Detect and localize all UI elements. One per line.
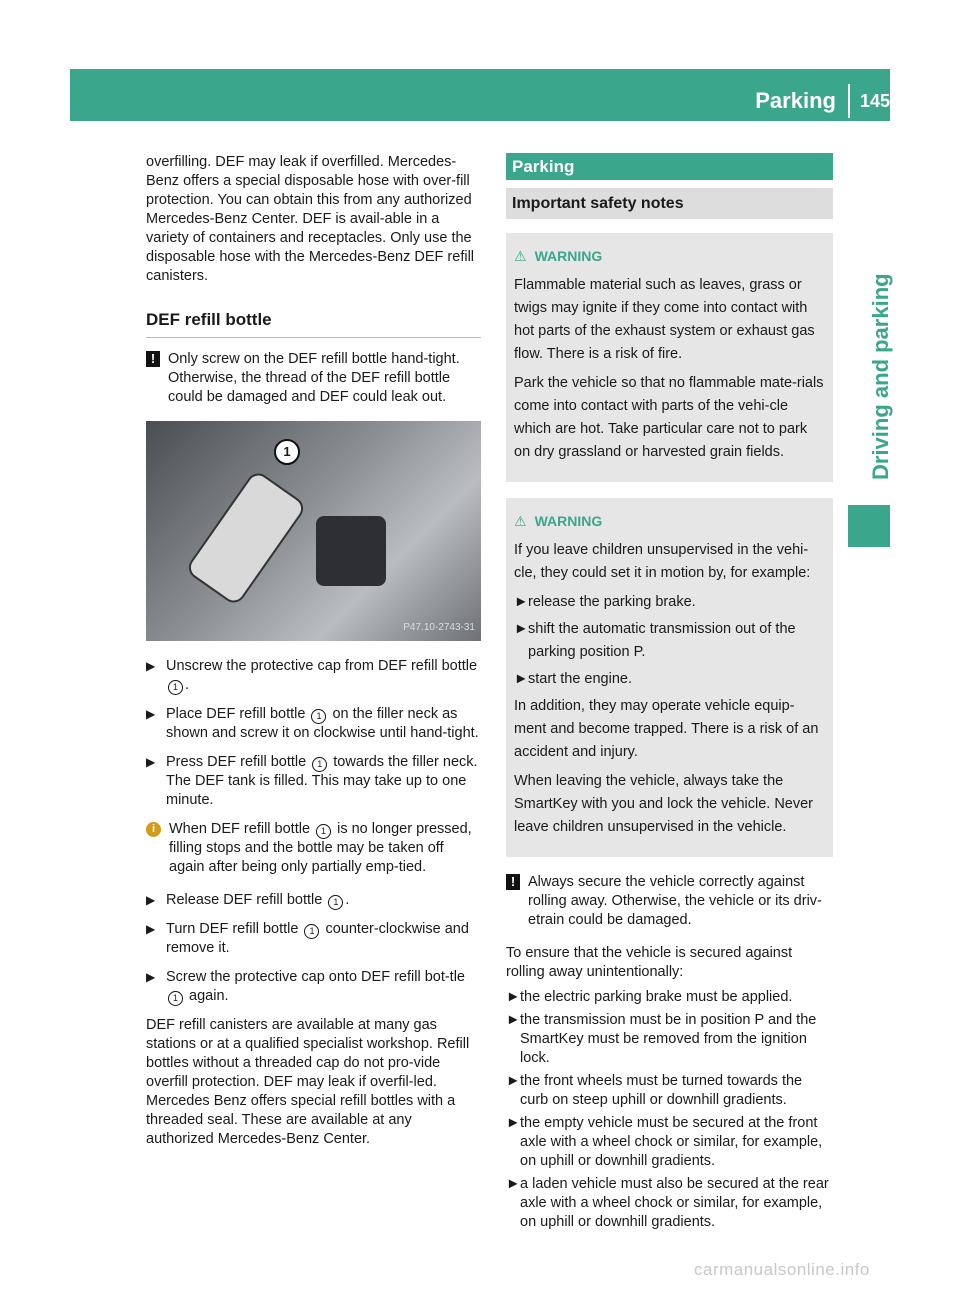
list-item [506, 1114, 833, 1171]
caution-text: Only screw on the DEF refill bottle hand-tight. Otherwise, the thread of the DEF refill bottle could be damaged and DEF could leak out. [168, 351, 460, 405]
figure-code: P47.10-2743-31 [403, 622, 475, 633]
step-text: counter-clockwise and remove it. [166, 921, 469, 956]
caution-note [146, 350, 481, 407]
outro-paragraph: DEF refill canisters are available at many gas stations or at a qualified specialist workshop. Refill bottles without a threaded cap do not pro-vide overfill protection. DEF may leak if overfil-led. Mercedes Benz offers special refill bottles with a threaded seal. These are available at any authorized Mercedes-Benz Center. [146, 1017, 470, 1147]
header-title [755, 86, 890, 116]
step [146, 753, 481, 810]
callout-mark: 1 [316, 824, 331, 839]
step [146, 968, 481, 1006]
bottle-illustration [184, 469, 308, 607]
step [146, 891, 481, 910]
left-column [146, 153, 481, 1149]
bullet-icon: ► [506, 1176, 521, 1192]
warning-header [514, 245, 825, 268]
warning-text: Flammable material such as leaves, grass or twigs may ignite if they come into contact with hot parts of the exhaust system or exhaust gas flow. There is a risk of fire. [514, 277, 815, 362]
step-text: towards the filler neck. [329, 754, 478, 770]
list-item-text: the transmission must be in position P and the SmartKey must be removed from the ignition lock. [520, 1012, 817, 1066]
warning-text: If you leave children unsupervised in the vehi-cle, they could set it in motion by, for example: [514, 542, 811, 581]
side-tab [840, 210, 893, 480]
caution-icon: ! [506, 874, 520, 890]
step-arrow-icon: ▶ [146, 970, 156, 984]
bullet-icon: ► [514, 621, 529, 637]
caution-text: Always secure the vehicle correctly against rolling away. Otherwise, the vehicle or its driv-etrain could be damaged. [528, 874, 822, 928]
callout-mark: 1 [304, 924, 319, 939]
tank-note: The DEF tank is filled. This may take up to one minute. [166, 773, 467, 808]
parking-section-header: Parking [506, 153, 833, 180]
step-arrow-icon: ▶ [146, 893, 156, 907]
bullet-icon: ► [506, 1073, 521, 1089]
list-item [506, 1072, 833, 1110]
warning-text: Park the vehicle so that no flammable mate-rials come into contact with parts of the vehi-cle which are hot. Take particular care not to park on dry grassland or harvested grain fields. [514, 375, 824, 460]
warning-text: When leaving the vehicle, always take the SmartKey with you and lock the vehicle. Never leave children unsupervised in the vehicle. [514, 773, 813, 835]
caution-note [506, 873, 833, 930]
side-tab-label: Driving and parking [868, 273, 893, 480]
info-text: When DEF refill bottle [169, 821, 315, 837]
caution-icon: ! [146, 351, 160, 367]
list-item [506, 1011, 833, 1068]
step-text: again. [185, 988, 229, 1004]
bullet-icon: ► [514, 671, 529, 687]
warning-box-children [506, 498, 833, 857]
step-text: Screw the protective cap onto DEF refill bot-tle [166, 969, 465, 985]
step-text: Place DEF refill bottle [166, 706, 310, 722]
step-text: . [345, 892, 350, 908]
intro-paragraph: overfilling. DEF may leak if overfilled. Mercedes-Benz offers a special disposable hose with over-fill protection. You can obtain this from any authorized Mercedes-Benz Center. DEF is avail-able in a variety of containers and receptacles. Only use the disposable hose with the Mercedes-Benz DEF refill canisters. [146, 154, 475, 284]
step-text: . [185, 677, 190, 693]
callout-marker: 1 [274, 439, 300, 465]
list-item [506, 1175, 833, 1232]
ensure-list [506, 988, 833, 1232]
list-item-text: a laden vehicle must also be secured at the rear axle with a wheel chock or similar, for example, on uphill or downhill gradients. [520, 1176, 829, 1230]
bullet-icon: ► [506, 1115, 521, 1131]
page-number: 145 [859, 90, 890, 111]
step-arrow-icon: ▶ [146, 922, 156, 936]
warning-triangle-icon: ⚠ [514, 513, 527, 529]
list-item [514, 618, 825, 664]
section-title: Parking [755, 88, 836, 113]
filler-flap-illustration [316, 516, 386, 586]
list-item-text: the empty vehicle must be secured at the front axle with a wheel chock or similar, for example, on uphill or downhill gradients. [520, 1115, 823, 1169]
list-item [514, 668, 825, 691]
list-item-text: release the parking brake. [528, 594, 696, 610]
warning-header [514, 510, 825, 533]
def-bottle-photo [146, 421, 481, 641]
callout-mark: 1 [328, 895, 343, 910]
callout-mark: 1 [311, 709, 326, 724]
ensure-paragraph: To ensure that the vehicle is secured against rolling away unintentionally: [506, 945, 793, 980]
step-arrow-icon: ▶ [146, 659, 156, 673]
header-separator [848, 84, 850, 118]
info-icon: i [146, 822, 161, 837]
def-heading: DEF refill bottle [146, 310, 481, 338]
bullet-icon: ► [506, 1012, 521, 1028]
bullet-icon: ► [514, 594, 529, 610]
callout-mark: 1 [312, 757, 327, 772]
step-text: Unscrew the protective cap from DEF refill bottle [166, 658, 478, 674]
warning-label: WARNING [534, 248, 603, 264]
warning-label: WARNING [534, 513, 603, 529]
side-marker [848, 505, 890, 547]
step-text: Turn DEF refill bottle [166, 921, 303, 937]
step-text: Release DEF refill bottle [166, 892, 327, 908]
warning-box-fire [506, 233, 833, 482]
step [146, 920, 481, 958]
list-item-text: shift the automatic transmission out of the parking position P. [528, 621, 796, 660]
bullet-icon: ► [506, 989, 521, 1005]
step [146, 657, 481, 695]
callout-mark: 1 [168, 991, 183, 1006]
list-item-text: the front wheels must be turned towards the curb on steep uphill or downhill gradients. [520, 1073, 803, 1108]
step-arrow-icon: ▶ [146, 755, 156, 769]
watermark[interactable]: carmanualsonline.info [694, 1260, 870, 1279]
right-column [506, 153, 833, 1236]
warning-text: In addition, they may operate vehicle equip-ment and become trapped. There is a risk of an accident and injury. [514, 698, 819, 760]
safety-notes-header: Important safety notes [506, 188, 833, 219]
info-note [146, 820, 481, 877]
list-item [506, 988, 833, 1007]
callout-mark: 1 [168, 680, 183, 695]
step-text: on the filler neck as shown and screw it on clockwise until hand-tight. [166, 706, 479, 741]
list-item-text: the electric parking brake must be applied. [520, 989, 793, 1005]
step-text: Press DEF refill bottle [166, 754, 311, 770]
warning-triangle-icon: ⚠ [514, 248, 527, 264]
list-item [514, 591, 825, 614]
step [146, 705, 481, 743]
step-arrow-icon: ▶ [146, 707, 156, 721]
list-item-text: start the engine. [528, 671, 632, 687]
info-text: is no longer pressed, filling stops and the bottle may be taken off again after being only partially emp-tied. [169, 821, 472, 875]
